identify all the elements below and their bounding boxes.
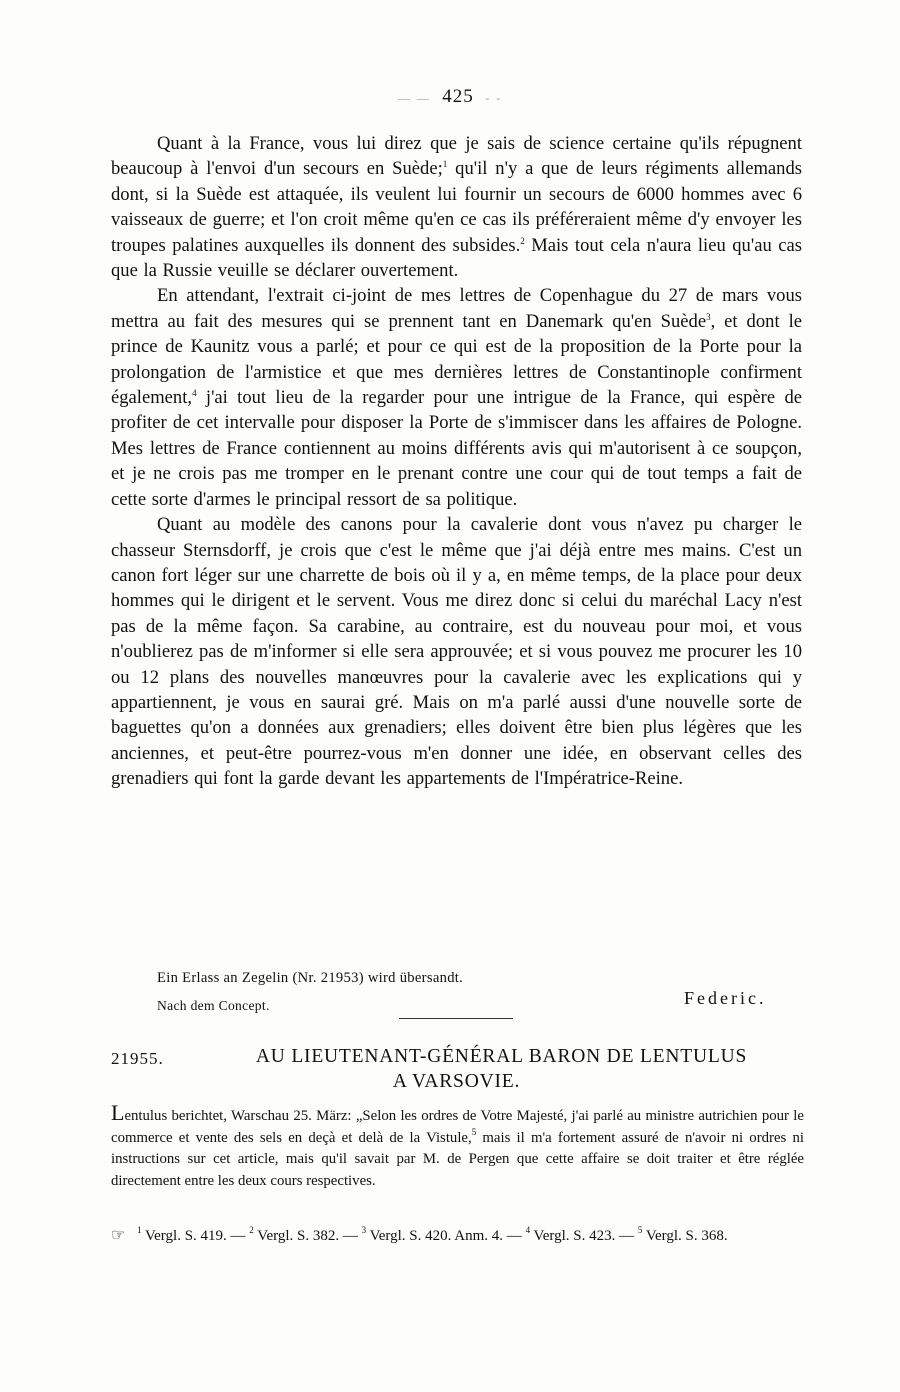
paragraph-canons: Quant au modèle des canons pour la cavalerie dont vous n'avez pu charger le chasseur Sternsdorff, je crois que c'est le même que j'ai déjà entre mes mains. C'est un canon fort léger sur une charrette de bois où il y a, en même temps, de la place pour deux hommes qui le dirigent et le servent. Vous me direz donc si celui du maréchal Lacy n'est pas de la même façon. Sa carabine, au contraire, est du nouveau pour moi, et vous n'oublierez pas de m'informer si elle sera approuvée; et si vous pouvez me procurer les 10 ou 12 plans des nouvelles manœuvres pour la cavalerie avec les explications qui y appartiennent, je vous en saurai gré. Mais on m'a parlé aussi d'une nouvelle sorte de baguettes qu'on a données aux grenadiers; elles doivent être bien plus légères que les anciennes, et peut-être pourrez-vous m'en donner une idée, en observant celles des grenadiers qui font la garde devant les appartements de l'Impératrice-Reine. [111, 514, 802, 790]
signature: Federic. [684, 988, 767, 1008]
pointing-hand-icon: ☞ [111, 1227, 126, 1244]
page-number-dash-right: - - [485, 91, 503, 105]
footnote-ref-5: 5 [471, 1126, 477, 1137]
footnote-2: Vergl. S. 382. — [253, 1228, 362, 1244]
footnote-ref-3: 3 [706, 311, 711, 322]
footnote-ref-1: 1 [442, 159, 448, 170]
paragraph-france: Quant à la France, vous lui direz que je sais de science certaine qu'ils répugnent beaucoup à l'envoi d'un secours en Suède;$^1$ qu'il n'y a que de leurs régiments allemands dont, si la Suède est attaquée, ils veulent lui fournir un secours de 6000 hommes avec 6 vaisseaux de guerre; et l'on croit même qu'en ce cas ils préféreraient même d'y envoyer les troupes palatines auxquelles ils donnent des subsides.$^2$ Mais tout cela n'aura lieu qu'au cas que la Russie veuille se déclarer ouvertement. [111, 133, 803, 282]
footnote-4: Vergl. S. 423. — [530, 1228, 638, 1244]
initial-letter: L [111, 1100, 125, 1125]
erlass-note: Ein Erlass an Zegelin (Nr. 21953) wird übersandt. [157, 970, 464, 986]
concept-note: Nach dem Concept. [157, 998, 270, 1013]
footnote-1: Vergl. S. 419. — [141, 1228, 250, 1244]
footnotes: ☞ $^1$ Vergl. S. 419. — $^2$ Vergl. S. 382. — $^3$ Vergl. S. 420. Anm. 4. — $^4$ Vergl. S. 423. — $^5$ Vergl. S. 368. [111, 1224, 806, 1248]
footnote-3: Vergl. S. 420. Anm. 4. — [366, 1228, 526, 1244]
heading-line-2: A VARSOVIE. [392, 1071, 521, 1092]
page-number: 425 [442, 86, 474, 107]
footnote-ref-2: 2 [520, 235, 525, 246]
main-letter-text [111, 131, 802, 792]
page-number-line [0, 86, 900, 108]
paragraph-copenhague: En attendant, l'extrait ci-joint de mes lettres de Copenhague du 27 de mars vous mettra au fait des mesures qui se prennent tant en Danemark qu'en Suède$^3$, et dont le prince de Kaunitz vous a parlé; et pour ce qui est de la proposition de la Porte pour la prolongation de l'armistice et que mes dernières lettres de Constantinople confirment également,$^4$ j'ai tout lieu de la regarder pour une intrigue de la France, qui espère de profiter de cet intervalle pour disposer la Porte de s'immiscer dans les affaires de Pologne. Mes lettres de France contiennent au moins différents avis qui m'autorisent à ce soupçon, et je ne crois pas me tromper en le prenant contre une cour qui de tout temps a fait de cette sorte d'armes le principal ressort de sa politique. [111, 285, 802, 510]
section-divider [399, 1018, 513, 1019]
footnote-ref-4: 4 [192, 388, 197, 399]
letter-heading [111, 1044, 802, 1094]
page-number-dash-left: — — [397, 91, 431, 105]
heading-line-1: AU LIEUTENANT-GÉNÉRAL BARON DE LENTULUS [255, 1046, 748, 1067]
letter-number: 21955. [111, 1049, 164, 1068]
footnote-5: Vergl. S. 368. [642, 1228, 728, 1244]
letter-summary: Lentulus berichtet, Warschau 25. März: „Selon les ordres de Votre Majesté, j'ai parlé au ministre autrichien pour le commerce et vente des sels en deçà et delà de la Vistule,$^5$ mais il m'a fortement assuré de n'avoir ni ordres ni instructions sur cet article, mais qu'il savait par M. de Pergen que cette affaire se doit traiter et être réglée directement entre les deux cours respectives. [111, 1100, 804, 1189]
